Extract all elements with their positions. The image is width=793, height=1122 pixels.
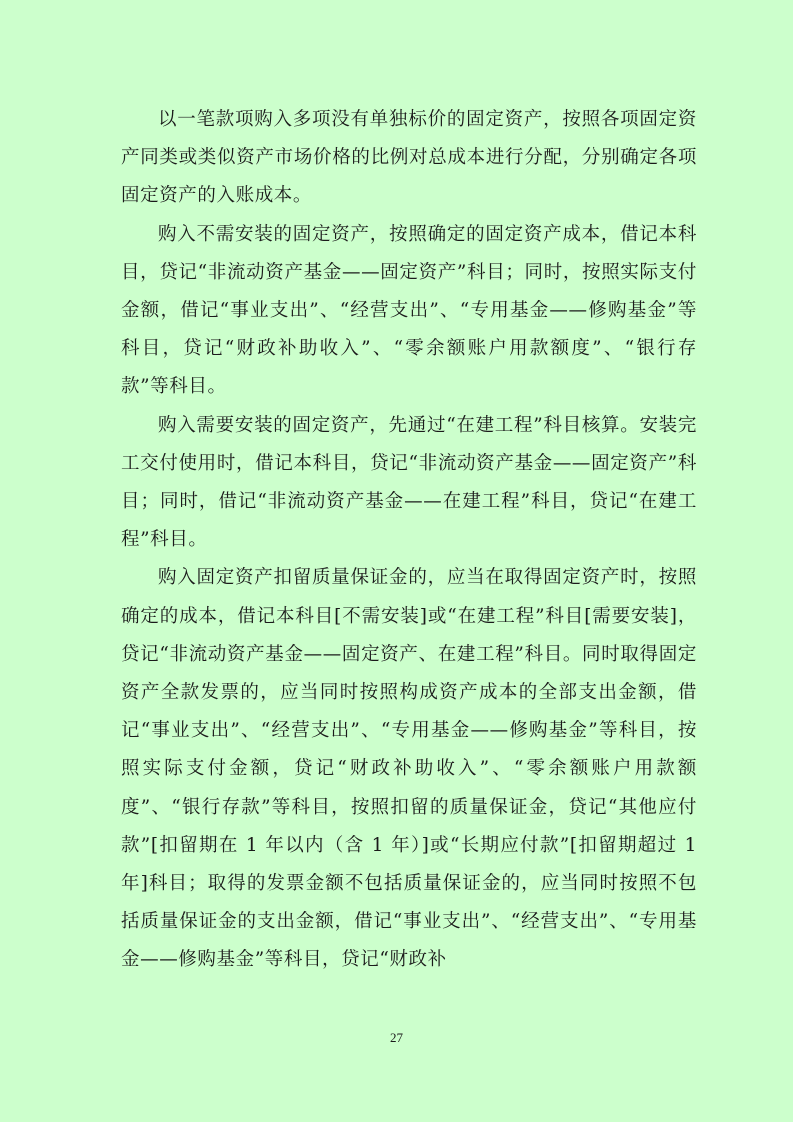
document-body bbox=[121, 101, 697, 980]
paragraph-4: 购入固定资产扣留质量保证金的，应当在取得固定资产时，按照确定的成本，借记本科目[不需安装]或“在建工程”科目[需要安装]，贷记“非流动资产基金——固定资产、在建工程”科目。同时取得固定资产全款发票的，应当同时按照构成资产成本的全部支出金额，借记“事业支出”、“经营支出”、“专用基金——修购基金”等科目，按照实际支付金额，贷记“财政补助收入”、“零余额账户用款额度”、“银行存款”等科目，按照扣留的质量保证金，贷记“其他应付款”[扣留期在 1 年以内（含 1 年）]或“长期应付款”[扣留期超过 1 年]科目；取得的发票金额不包括质量保证金的，应当同时按照不包括质量保证金的支出金额，借记“事业支出”、“经营支出”、“专用基金——修购基金”等科目，贷记“财政补 bbox=[121, 567, 697, 971]
paragraph-3: 购入需要安装的固定资产，先通过“在建工程”科目核算。安装完工交付使用时，借记本科目，贷记“非流动资产基金——固定资产”科目；同时，借记“非流动资产基金——在建工程”科目，贷记“在建工程”科目。 bbox=[121, 414, 697, 551]
paragraph-1: 以一笔款项购入多项没有单独标价的固定资产，按照各项固定资产同类或类似资产市场价格的比例对总成本进行分配，分别确定各项固定资产的入账成本。 bbox=[121, 109, 697, 207]
page-number: 27 bbox=[390, 1030, 403, 1045]
paragraph-2: 购入不需安装的固定资产，按照确定的固定资产成本，借记本科目，贷记“非流动资产基金——固定资产”科目；同时，按照实际支付金额，借记“事业支出”、“经营支出”、“专用基金——修购基金”等科目，贷记“财政补助收入”、“零余额账户用款额度”、“银行存款”等科目。 bbox=[121, 223, 697, 398]
